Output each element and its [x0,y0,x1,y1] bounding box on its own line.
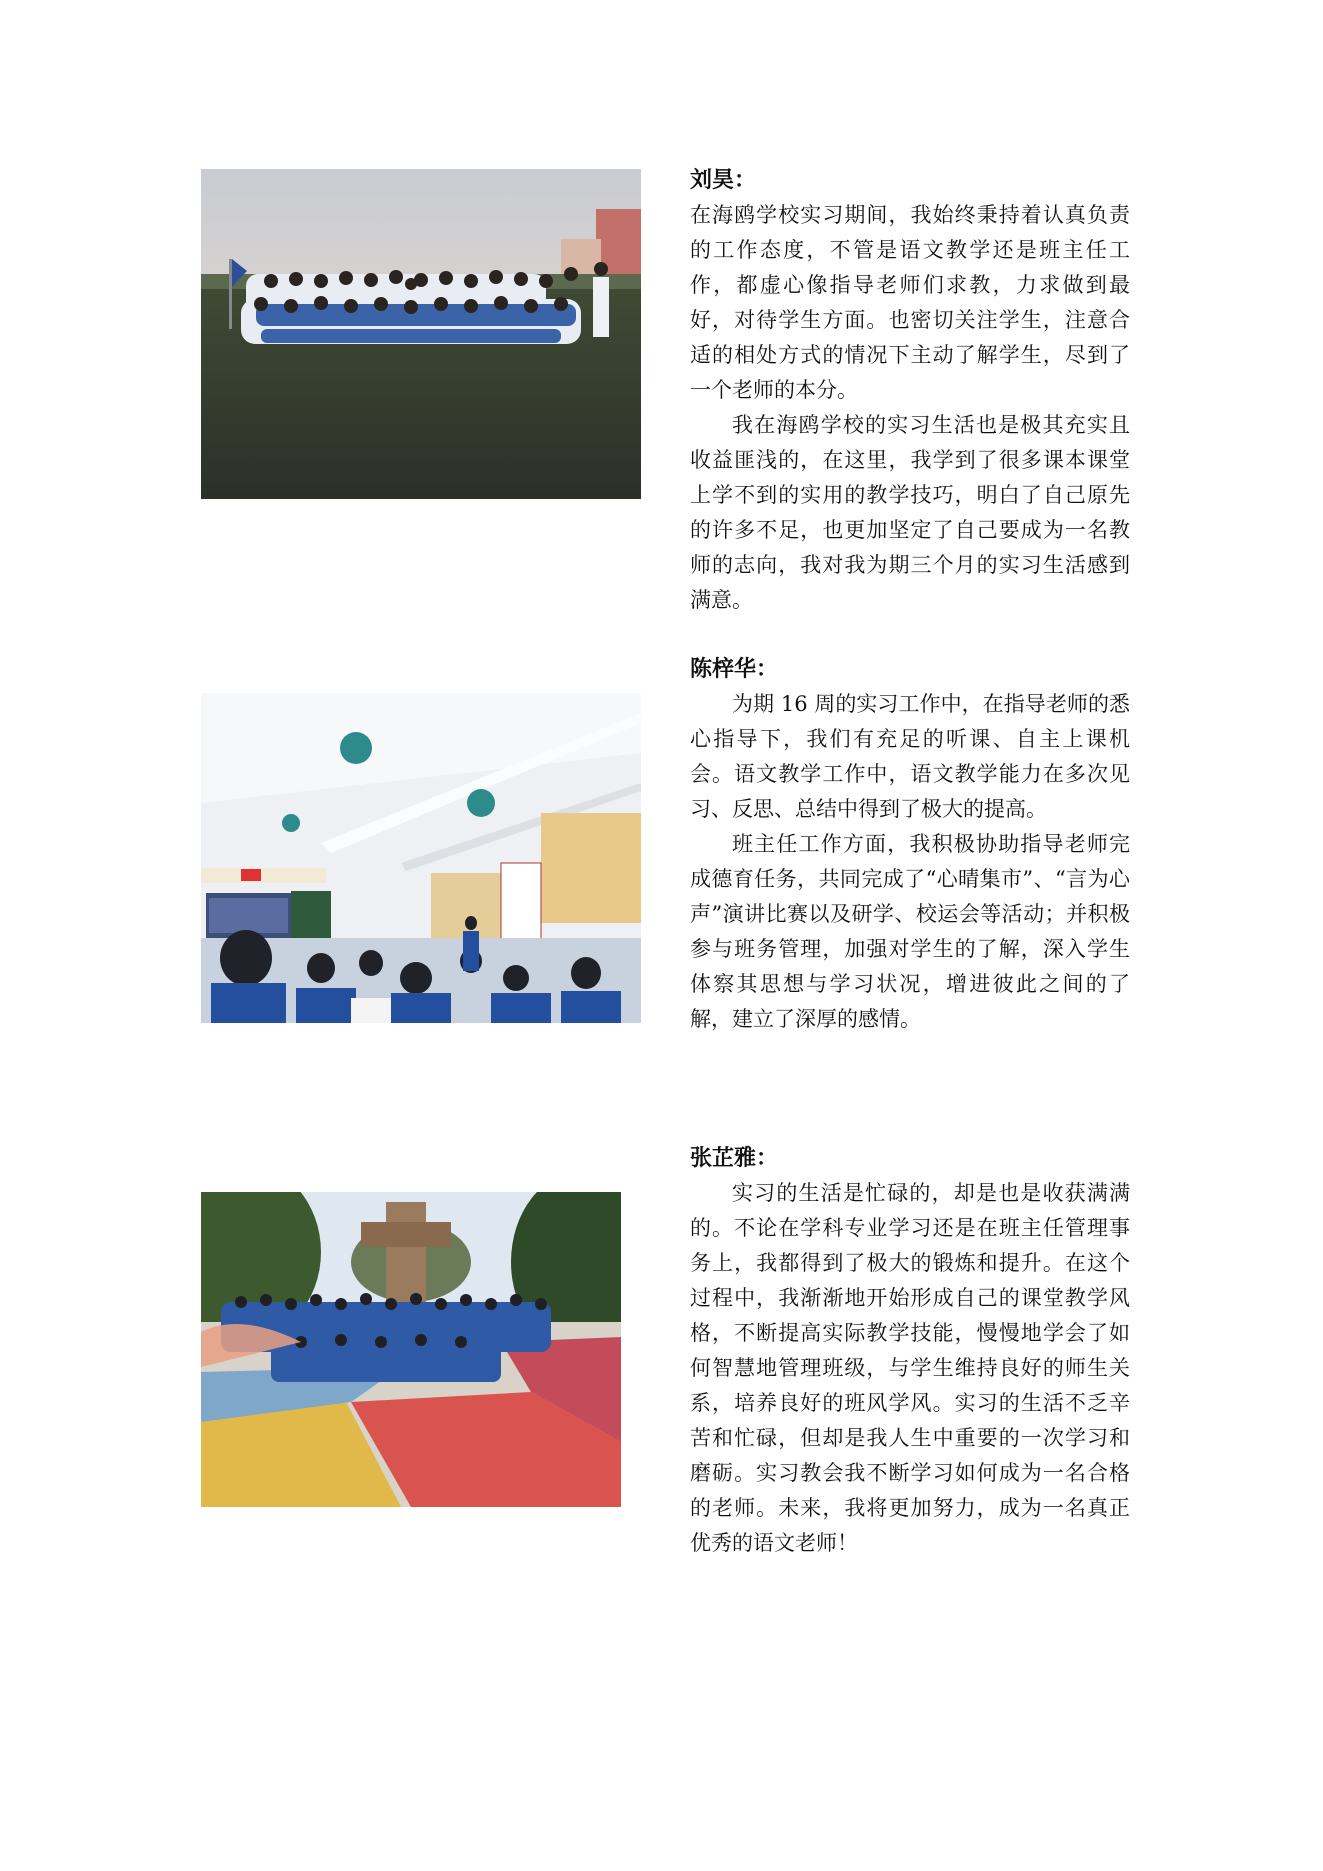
class-group-photo-on-field [201,169,641,499]
author-name: 陈梓华： [690,657,779,682]
author-name: 张芷雅： [690,1146,779,1171]
classroom-photo [201,693,641,1023]
paragraph: 在海鸥学校实习期间，我始终秉持着认真负责的工作态度，不管是语文教学还是班主任工作，都虚心像指导老师们求教，力求做到最好，对待学生方面。也密切关注学生，注意合适的相处方式的情况下主动了解学生，尽到了一个老师的本分。 [690,203,1130,402]
section-liuhao [690,163,1130,618]
group-photo-at-sculpture [201,1192,621,1507]
paragraph: 为期 16 周的实习工作中，在指导老师的悉心指导下，我们有充足的听课、自主上课机会。语文教学工作中，语文教学能力在多次见习、反思、总结中得到了极大的提高。 [690,692,1130,821]
section-chenzihua [690,652,1130,1037]
section-zhangzhiya [690,1141,1130,1561]
paragraph: 实习的生活是忙碌的，却是也是收获满满的。不论在学科专业学习还是在班主任管理事务上，我都得到了极大的锻炼和提升。在这个过程中，我渐渐地开始形成自己的课堂教学风格，不断提高实际教学技能，慢慢地学会了如何智慧地管理班级，与学生维持良好的师生关系，培养良好的班风学风。实习的生活不乏辛苦和忙碌，但却是我人生中重要的一次学习和磨砺。实习教会我不断学习如何成为一名合格的老师。未来，我将更加努力，成为一名真正优秀的语文老师！ [690,1181,1130,1555]
paragraph: 班主任工作方面，我积极协助指导老师完成德育任务，共同完成了“心晴集市”、“言为心声”演讲比赛以及研学、校运会等活动；并积极参与班务管理，加强对学生的了解，深入学生体察其思想与学习状况，增进彼此之间的了解，建立了深厚的感情。 [690,832,1130,1031]
author-name: 刘昊： [690,168,757,193]
paragraph: 我在海鸥学校的实习生活也是极其充实且收益匪浅的，在这里，我学到了很多课本课堂上学不到的实用的教学技巧，明白了自己原先的许多不足，也更加坚定了自己要成为一名教师的志向，我对我为期三个月的实习生活感到满意。 [690,413,1130,612]
